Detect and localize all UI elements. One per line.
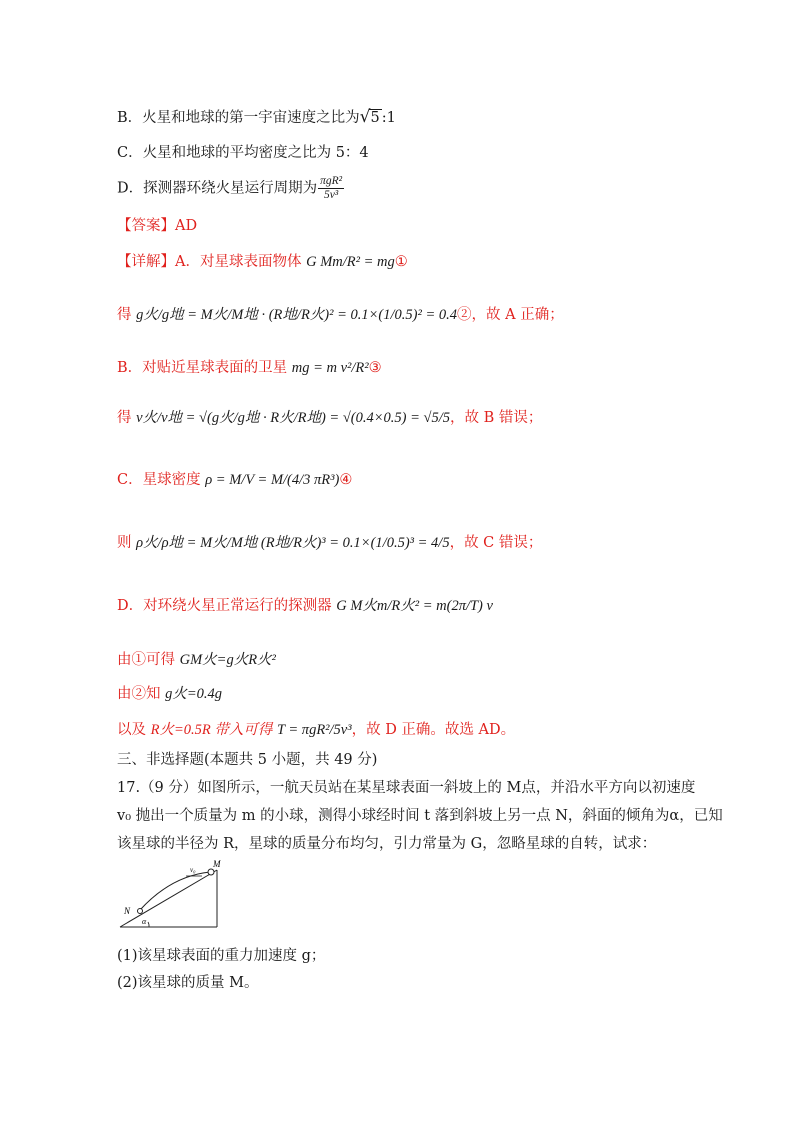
question-17-line1: 17.（9 分）如图所示，一航天员站在某星球表面一斜坡上的 M点，并沿水平方向以初速度 <box>117 780 696 796</box>
option-d-text: D．探测器环绕火星运行周期为 <box>117 180 318 197</box>
label-n: N <box>124 906 131 916</box>
angle-arc <box>148 922 149 927</box>
detail-b2: 得 v火/v地 = √(g火/g地 · R火/R地) = √(0.4×0.5) = √5/5，故 B 错误； <box>117 410 543 426</box>
detail-c: C．星球密度 ρ = M/V = M/(4/3 πR³)④ <box>117 472 353 488</box>
detail-b: B．对贴近星球表面的卫星 mg = m v²/R²③ <box>117 360 382 376</box>
equation-c2: ρ火/ρ地 = M火/M地 (R地/R火)³ = 0.1×(1/0.5)³ = 4/5 <box>136 535 450 551</box>
option-b-text: B．火星和地球的第一宇宙速度之比为 <box>117 110 360 126</box>
answer-line <box>117 216 197 236</box>
detail-c2: 则 ρ火/ρ地 = M火/M地 (R地/R火)³ = 0.1×(1/0.5)³ = 4/5，故 C 错误； <box>117 535 543 551</box>
question-17-part2: (2)该星球的质量 M。 <box>117 975 259 991</box>
option-b-suffix: :1 <box>381 110 396 126</box>
option-b: B．火星和地球的第一宇宙速度之比为√5 :1 <box>117 107 396 127</box>
slope-line <box>120 870 217 927</box>
option-d <box>117 175 345 202</box>
detail-d2: 由①可得 GM火=g火R火² <box>117 652 276 668</box>
equation-d3: g火=0.4g <box>165 686 223 702</box>
ball-m <box>208 869 214 875</box>
equation-d: G M火m/R火² = m(2π/T) v <box>336 598 493 614</box>
detail-a2: 得 g火/g地 = M火/M地 · (R地/R火)² = 0.1×(1/0.5)² = 0.4②，故 A 正确； <box>117 307 564 323</box>
option-d-fraction: $\frac{\text{πgR²}}{\text{5v³}}$ <box>320 175 343 201</box>
detail-d4: 以及 R火=0.5R 带入可得 T = πgR²/5v³，故 D 正确。故选 AD。 <box>117 722 516 738</box>
equation-a: G Mm/R² = mg <box>306 254 395 270</box>
slope-diagram <box>116 858 224 934</box>
label-v0: v₀ <box>190 866 196 874</box>
detail-d: D．对环绕火星正常运行的探测器 G M火m/R火² = m(2π/T) v <box>117 598 493 614</box>
detail-d3: 由②知 g火=0.4g <box>117 686 223 702</box>
answer-value: AD <box>175 218 198 234</box>
question-17-line2: v₀ 抛出一个质量为 m 的小球，测得小球经时间 t 落到斜坡上另一点 N，斜面的倾角为α，已知 <box>117 808 723 824</box>
option-c: C．火星和地球的平均密度之比为 5：4 <box>117 145 369 161</box>
ball-n <box>138 909 143 914</box>
label-alpha: α <box>142 917 147 926</box>
question-17-line3: 该星球的半径为 R，星球的质量分布均匀，引力常量为 G，忽略星球的自转，试求： <box>117 836 657 852</box>
equation-d4: T = πgR²/5v³ <box>276 722 352 738</box>
detail-label: 【详解】 <box>117 254 175 270</box>
equation-a2: g火/g地 = M火/M地 · (R地/R火)² = 0.1×(1/0.5)² = 0.4 <box>136 307 457 323</box>
section-title: 三、非选择题(本题共 5 小题，共 49 分) <box>117 752 378 768</box>
trajectory-curve <box>140 872 210 910</box>
equation-c: ρ = M/V = M/(4/3 πR³) <box>205 472 340 488</box>
label-m: M <box>213 859 221 869</box>
option-b-sqrt: 5 <box>370 110 380 126</box>
equation-b: mg = m v²/R² <box>291 360 369 376</box>
question-17-part1: (1)该星球表面的重力加速度 g； <box>117 948 326 964</box>
equation-b2: v火/v地 = √(g火/g地 · R火/R地) = √(0.4×0.5) = √5/5 <box>136 410 451 426</box>
equation-d2: GM火=g火R火² <box>179 652 276 668</box>
detail-a: 【详解】A．对星球表面物体 G Mm/R² = mg① <box>117 254 408 270</box>
answer-label: 【答案】 <box>117 218 175 234</box>
